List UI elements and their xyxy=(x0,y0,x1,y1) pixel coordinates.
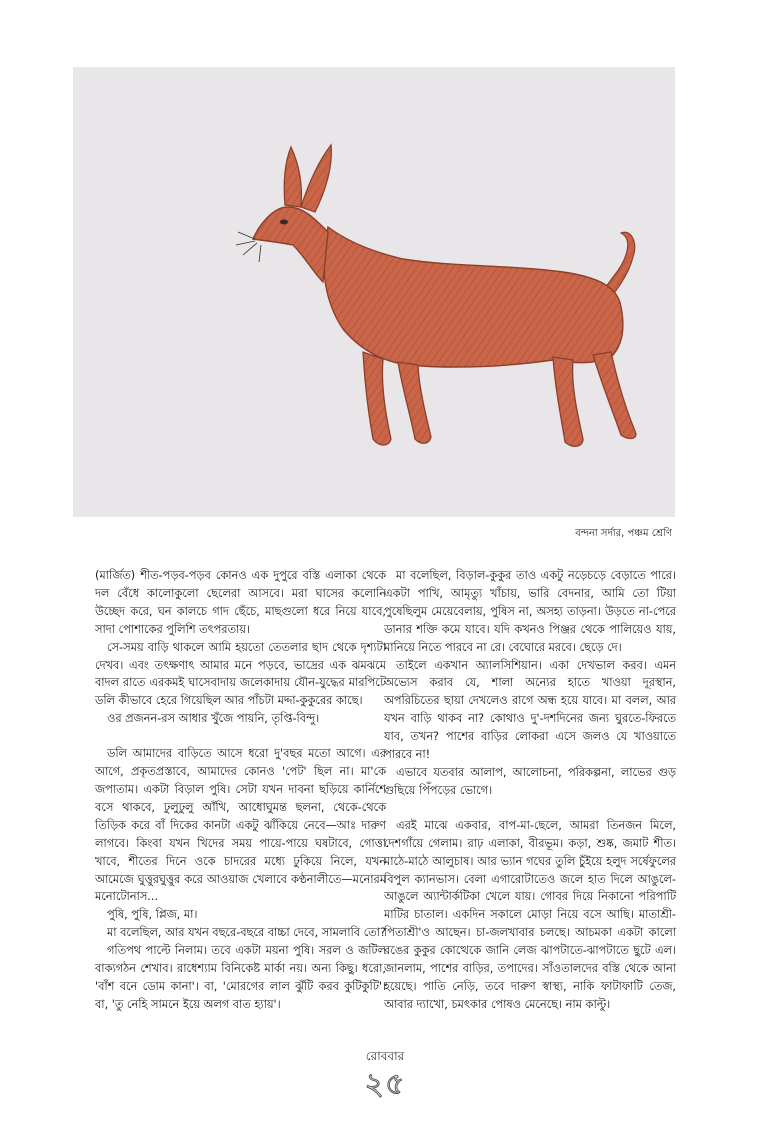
illustration-caption: বন্দনা সর্দার, পঞ্চম শ্রেণি xyxy=(575,528,672,539)
paragraph-gap xyxy=(384,800,676,817)
paragraph: ডলি আমাদের বাড়িতে আসে ধরো দু'বছর মতো আগে। এর আগে, প্রকৃতপ্রস্তাবে, আমাদের কোনও 'পেট' ছিল না। মা'কে জপাতাম। একটা বিড়াল পুষি। সেটা যখন দাবনা ছড়িয়ে কার্নিশে বসে থাকবে, ঢুলুঢুলু আঁখি, আধোঘুমন্ত ছলনা, থেকে-থেকে তিড়িক করে বাঁ দিকের কানটা একটু ঝাঁকিয়ে নেবে—আঃ দারুণ লাগবে। কিংবা যখন খিদের সময় পায়ে-পায়ে ঘষটাবে, গোত্তা খাবে, শীতের দিনে ওকে চাদরের মধ্যে ঢুকিয়ে নিলে, যখন আমেজে ঘুত্তুরঘুত্তুর করে আওয়াজ খেলাবে কণ্ঠনালীতে—মনোরম মনোটোনাস... xyxy=(95,747,386,904)
right-column xyxy=(384,567,676,1014)
paragraph: মা বলেছিল, বিড়াল-কুকুর তাও একটু নড়েচড়ে বেড়াতে পারে। একটা পাখি, আমৃত্যু খাঁচায়, ভারি বেদনার, আমি তো টিয়া পুষেছিলুম মেয়েবেলায়, পুষিস না, অসহ্য তাড়না। উড়তে না-পেরে ডানার শক্তি কমে যাবে। যদি কখনও পিঞ্জর থেকে পালিয়েও যায়, মানিয়ে নিতে পারবে না রে। বেঘোরে মরবে। ছেড়ে দে। xyxy=(384,569,676,654)
paragraph: পুষি, পুষি, প্লিজ, মা। xyxy=(107,908,198,922)
page-number: ২৫ xyxy=(364,1067,406,1102)
paragraph: এভাবে যতবার আলাপ, আলোচনা, পরিকল্পনা, লাভের গুড় গুছিয়ে পিঁপড়ের ভোগে। xyxy=(384,765,676,797)
paragraph: এরই মাঝে একবার, বাপ-মা-ছেলে, আমরা তিনজন মিলে, দেশগাঁয়ে গেলাম। রাঢ় এলাকা, বীরভূম। কড়া, শুষ্ক, জমাট শীত। মাঠে-মাঠে আলুচাষ। আর ভ্যান গঘের তুলি চুঁইয়ে হলুদ সর্ষেফুলের বিপুল ক্যানভাস। বেলা এগারোটাতেও জলে হাত দিলে আঙুলে-আঙুলে অ্যান্টার্কটিকা খেলে যায়। গোবর দিয়ে নিকানো পরিপাটি মাটির চাতাল। একদিন সকালে মোড়া নিয়ে বসে আছি। মাতাশ্রী-পিতাশ্রী'ও আছেন। চা-জলখাবার চলছে। আচমকা একটা কালো রঙের কুকুর কোত্থেকে জানি লেজ ঝাপটাতে-ঝাপটাতে ছুটে এল। জানলাম, পাশের বাড়ির, তপাদের। সাঁওতালদের বস্তি থেকে আনা হয়েছে। পাতি নেড়ি, তবে দারুণ স্বাস্থ্য, নাকি ফাটাফাটি তেজ, আবার দ্যাখো, চমৎকার পোষও মেনেছে। নাম কাল্টু। xyxy=(384,818,676,1011)
fox-drawing-icon xyxy=(73,67,675,517)
paragraph: (মার্জিত) শীত-পড়ব-পড়ব কোনও এক দুপুরে বস্তি এলাকা থেকে দল বেঁধে কালোকুলো ছেলেরা আসবে। মরা ঘাসের কলোনি উচ্ছেদ করে, ঘন কালচে গাদ ছেঁচে, মাছগুলো ধরে নিয়ে যাবে, সাদা পোশাকের পুলিশি তৎপরতায়। xyxy=(95,569,386,636)
paragraph: সে-সময় বাড়ি থাকলে আমি হয়তো তেতলার ছাদ থেকে দৃশ্যটা দেখব। এবং তৎক্ষণাৎ আমার মনে পড়বে, ভাদ্রের এক ঝমঝমে বাদল রাতে এরকমই ঘাসেবাদায় জলেকাদায় যৌন-যুদ্ধের মারপিটে ডলি কীভাবে হেরে গিয়েছিল আর পাঁচটা মদ্দা-কুকুরের কাছে। xyxy=(95,640,386,708)
paragraph-gap xyxy=(95,728,386,745)
paragraph: তাইলে একখান অ্যালসিশিয়ান। একা দেখভাল করব। এমন অভ্যেস করাব যে, শালা অন্যের হাতে খাওয়া দূরস্থান, অপরিচিতের ছায়া দেখলেও রাগে অন্ধ হয়ে যাবে। মা বলল, আর যখন বাড়ি থাকব না? কোথাও দু'-দশদিনের জন্য ঘুরতে-ফিরতে যাব, তখন? পাশের বাড়ির লোকরা এসে জলও যে খাওয়াতে পারবে না! xyxy=(384,658,676,762)
left-column xyxy=(95,567,386,1014)
fox-drawing-illustration xyxy=(73,67,675,517)
paragraph: ওর প্রজনন-রস আধার খুঁজে পায়নি, তৃপ্তি-বিন্দু। xyxy=(107,712,320,726)
magazine-name: রোববার xyxy=(365,1049,405,1063)
paragraph: গতিপথ পাল্টে নিলাম। তবে একটা ময়না পুষি। সরল ও জটিল বাক্যগঠন শেখাব। রাধেশ্যাম বিনিকেষ্ট মার্কা নয়। অন্য কিছু। ধরো, 'বাঁশ বনে ডোম কানা'। বা, 'মোরগের লাল ঝুঁটি করব কুটিকুটি'। বা, 'তু নেহি সামনে ইয়ে অলগ বাত হ্যায়'। xyxy=(95,944,386,1011)
paragraph: মা বলেছিল, আর যখন বছরে-বছরে বাচ্চা দেবে, সামলাবি তো? xyxy=(107,926,386,940)
